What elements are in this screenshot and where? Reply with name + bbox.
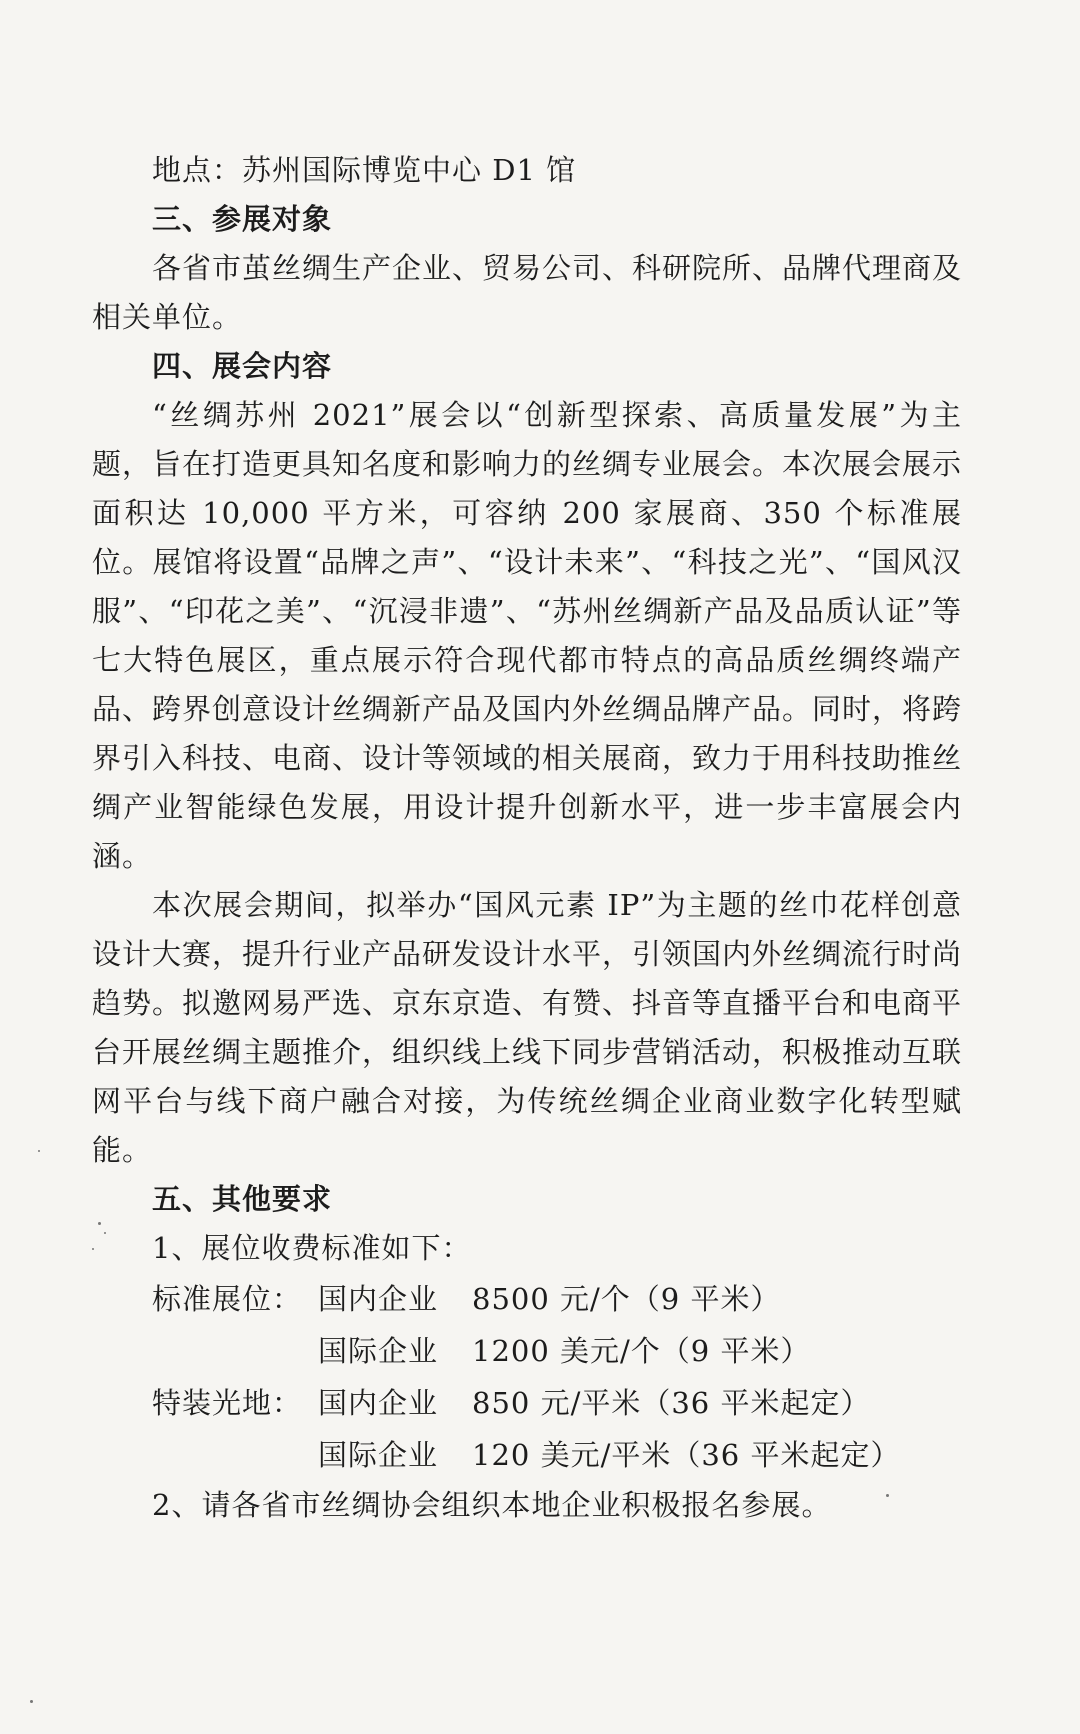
scan-speck xyxy=(92,1248,94,1250)
section5-item1: 1、展位收费标准如下： xyxy=(152,1231,472,1265)
fee-price: 850 元/平米（36 平米起定） xyxy=(472,1386,871,1420)
fee-type: 国际企业 xyxy=(318,1334,439,1368)
fee-row xyxy=(92,1273,962,1325)
section5-heading: 五、其他要求 xyxy=(152,1182,333,1216)
section3-text: 各省市茧丝绸生产企业、贸易公司、科研院所、品牌代理商及相关单位。 xyxy=(92,251,963,334)
fee-category: 标准展位： xyxy=(152,1282,303,1316)
section4-paragraph-1 xyxy=(92,391,962,881)
section4-paragraph-2 xyxy=(92,881,962,1175)
fee-row xyxy=(92,1429,962,1481)
fee-row xyxy=(92,1377,962,1429)
fee-type: 国际企业 xyxy=(318,1438,439,1472)
section4-heading: 四、展会内容 xyxy=(152,349,333,383)
location-line: 地点：苏州国际博览中心 D1 馆 xyxy=(152,153,577,187)
scan-speck xyxy=(104,1232,106,1234)
section3-paragraph xyxy=(92,244,962,342)
fee-type: 国内企业 xyxy=(318,1282,439,1316)
scan-speck xyxy=(38,1150,40,1152)
section4-text-1: “丝绸苏州 2021”展会以“创新型探索、高质量发展”为主题，旨在打造更具知名度和影响力的丝绸专业展会。本次展会展示面积达 10,000 平方米，可容纳 200 家展商、350 个标准展位。展馆将设置“品牌之声”、“设计未来”、“科技之光”、“国风汉服”、“印花之美”、“沉浸非遗”、“苏州丝绸新产品及品质认证”等七大特色展区，重点展示符合现代都市特点的高品质丝绸终端产品、跨界创意设计丝绸新产品及国内外丝绸品牌产品。同时，将跨界引入科技、电商、设计等领域的相关展商，致力于用科技助推丝绸产业智能绿色发展，用设计提升创新水平，进一步丰富展会内涵。 xyxy=(92,398,963,873)
scan-speck xyxy=(98,1222,101,1225)
scan-speck xyxy=(30,1700,33,1703)
fee-row xyxy=(92,1325,962,1377)
scan-speck xyxy=(886,1494,889,1497)
fee-price: 120 美元/平米（36 平米起定） xyxy=(472,1438,901,1472)
document-body xyxy=(92,146,962,1530)
fee-type: 国内企业 xyxy=(318,1386,439,1420)
fee-price: 1200 美元/个（9 平米） xyxy=(472,1334,811,1368)
section5-item2: 2、请各省市丝绸协会组织本地企业积极报名参展。 xyxy=(152,1488,832,1522)
fee-price: 8500 元/个（9 平米） xyxy=(472,1282,781,1316)
section4-text-2: 本次展会期间，拟举办“国风元素 IP”为主题的丝巾花样创意设计大赛，提升行业产品研发设计水平，引领国内外丝绸流行时尚趋势。拟邀网易严选、京东京造、有赞、抖音等直播平台和电商平台开展丝绸主题推介，组织线上线下同步营销活动，积极推动互联网平台与线下商户融合对接，为传统丝绸企业商业数字化转型赋能。 xyxy=(92,888,963,1167)
fee-category: 特装光地： xyxy=(152,1386,303,1420)
section3-heading: 三、参展对象 xyxy=(152,202,333,236)
fee-table xyxy=(92,1273,962,1481)
